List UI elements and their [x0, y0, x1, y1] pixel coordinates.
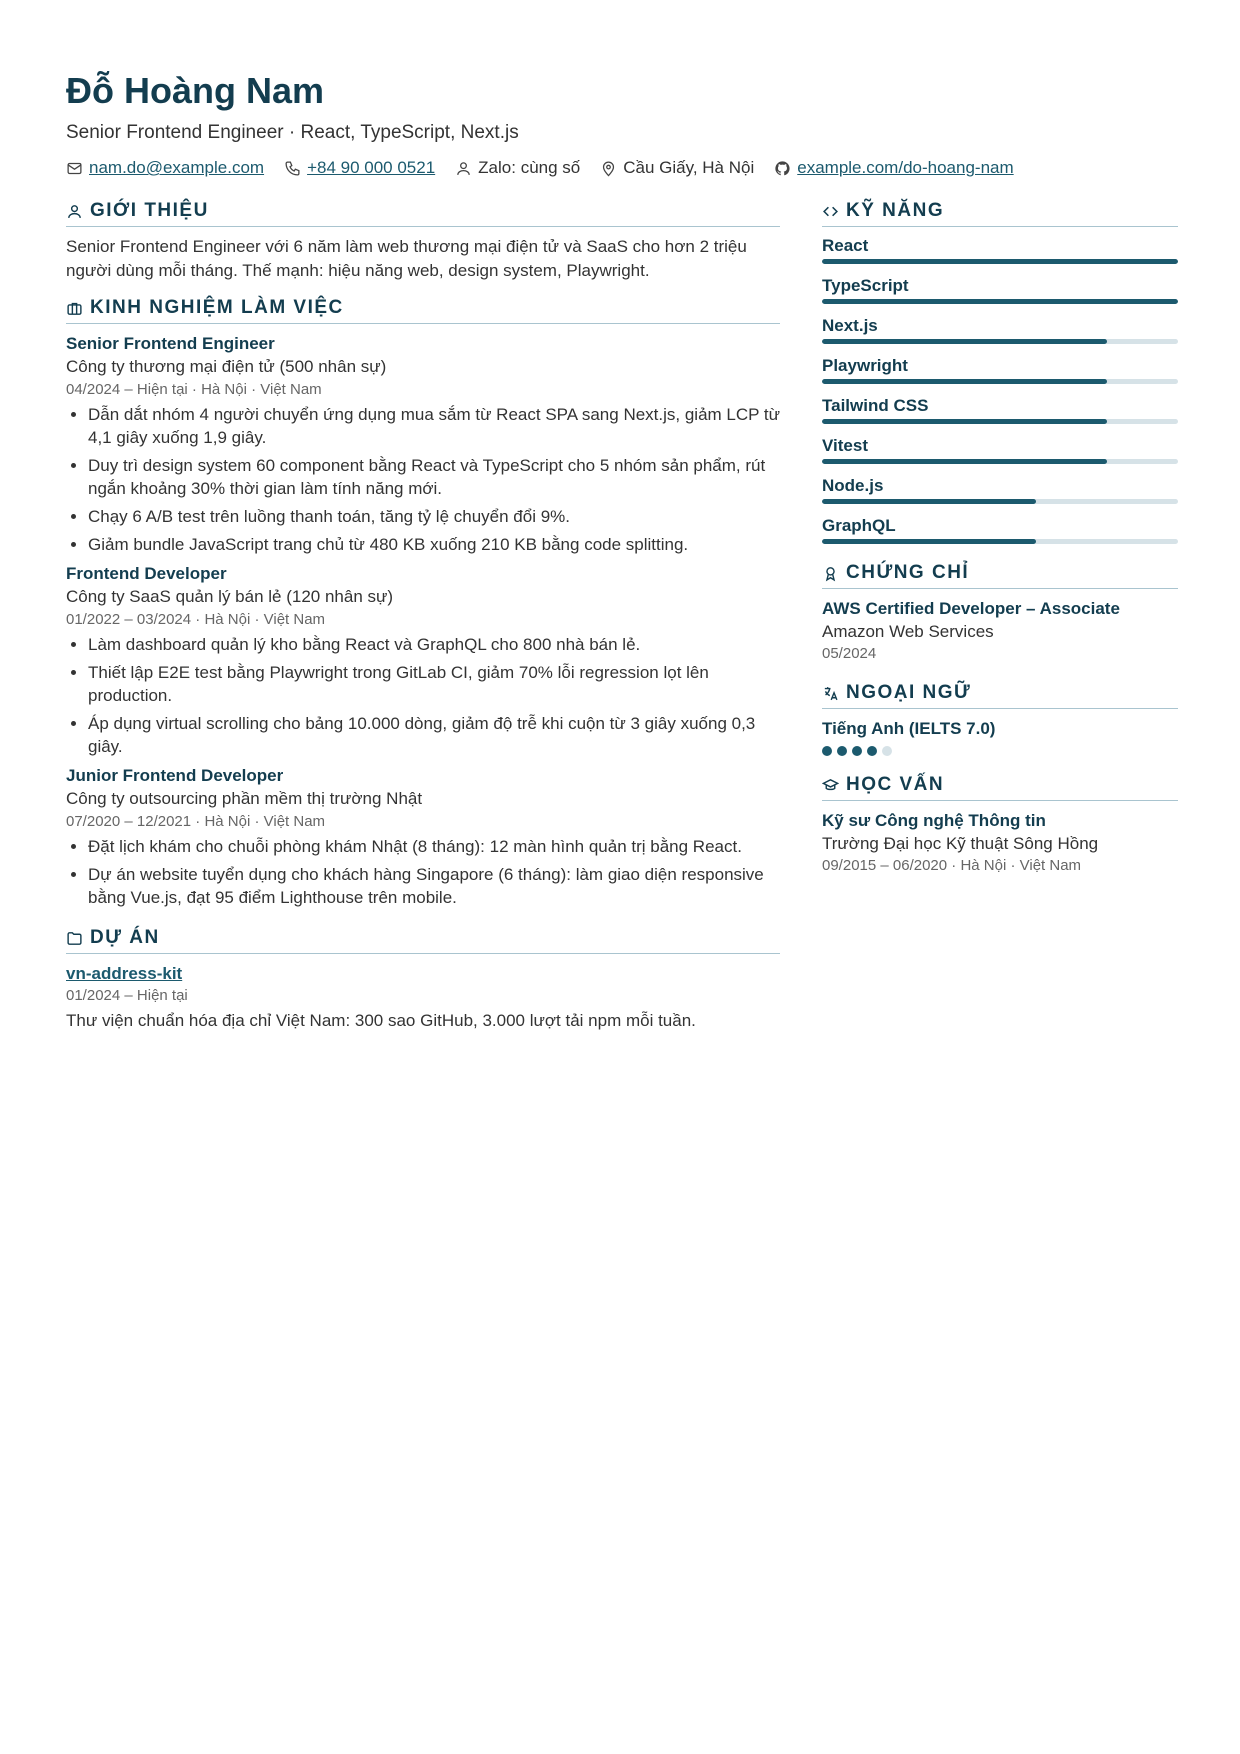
language-level-dot: [852, 746, 862, 756]
job-entry: [66, 562, 780, 758]
section-title: NGOẠI NGỮ: [846, 682, 972, 703]
section-header-intro: [66, 200, 780, 227]
github-icon: [774, 160, 791, 177]
intro-text: Senior Frontend Engineer với 6 năm làm web thương mại điện tử và SaaS cho hơn 2 triệu người dùng mỗi tháng. Thế mạnh: hiệu năng web, design system, Playwright.: [66, 237, 747, 280]
section-title: DỰ ÁN: [90, 927, 160, 948]
skill-level-bar: [822, 419, 1178, 424]
skill-item: [822, 475, 1178, 504]
email-link[interactable]: nam.do@example.com: [89, 158, 265, 177]
section-title: HỌC VẤN: [846, 774, 945, 795]
education-section: [822, 774, 1178, 876]
language-level-dot: [837, 746, 847, 756]
skill-level-bar: [822, 539, 1178, 544]
user-icon: [455, 160, 472, 177]
job-title: Junior Frontend Developer: [66, 766, 284, 785]
skill-item: [822, 515, 1178, 544]
job-bullet: • Áp dụng virtual scrolling cho bảng 10.000 dòng, giảm độ trễ khi cuộn từ 3 giây xuống 0,3 giây.: [88, 712, 780, 758]
mail-icon: [66, 160, 83, 177]
headline: Senior Frontend Engineer · React, TypeScript, Next.js: [66, 122, 519, 143]
section-title: KỸ NĂNG: [846, 200, 945, 221]
graduation-cap-icon: [822, 777, 839, 794]
section-title: KINH NGHIỆM LÀM VIỆC: [90, 297, 344, 318]
job-title: Senior Frontend Engineer: [66, 334, 275, 353]
user-icon: [66, 203, 83, 220]
zalo-text: Zalo: cùng số: [478, 158, 581, 177]
skill-level-bar: [822, 259, 1178, 264]
contact-zalo: [455, 158, 580, 178]
certificates-section: [822, 562, 1178, 664]
education-degree: Kỹ sư Công nghệ Thông tin: [822, 811, 1046, 830]
skill-item: [822, 355, 1178, 384]
skill-level-bar: [822, 339, 1178, 344]
skill-level-fill: [822, 419, 1107, 424]
skill-item: [822, 395, 1178, 424]
section-header-experience: [66, 297, 780, 324]
project-meta: 01/2024 – Hiện tại: [66, 987, 188, 1004]
job-meta: 07/2020 – 12/2021 · Hà Nội · Việt Nam: [66, 813, 326, 830]
skill-level-fill: [822, 539, 1036, 544]
skill-name: Next.js: [822, 316, 878, 335]
skill-name: React: [822, 236, 869, 255]
skill-item: [822, 275, 1178, 304]
section-title: CHỨNG CHỈ: [846, 562, 970, 583]
job-company: Công ty thương mại điện tử (500 nhân sự): [66, 357, 387, 376]
side-column: [822, 200, 1178, 894]
phone-link[interactable]: +84 90 000 0521: [307, 158, 436, 177]
section-header-projects: [66, 927, 780, 954]
main-column: [66, 200, 780, 1043]
skill-name: Vitest: [822, 436, 868, 455]
section-header-skills: [822, 200, 1178, 227]
job-entry: [66, 332, 780, 556]
education-meta: 09/2015 – 06/2020 · Hà Nội · Việt Nam: [822, 857, 1082, 874]
skill-item: [822, 435, 1178, 464]
language-level-dot: [882, 746, 892, 756]
skill-level-fill: [822, 379, 1107, 384]
skills-list: [822, 235, 1178, 544]
section-header-certificates: [822, 562, 1178, 589]
job-bullets: [66, 835, 780, 909]
job-bullet: • Dự án website tuyển dụng cho khách hàng Singapore (6 tháng): làm giao diện responsive bằng Vue.js, đạt 95 điểm Lighthouse trên mobile.: [88, 863, 780, 909]
phone-icon: [284, 160, 301, 177]
section-title: GIỚI THIỆU: [90, 200, 209, 221]
award-icon: [822, 565, 839, 582]
certificate-date: 05/2024: [822, 645, 877, 662]
skill-name: Node.js: [822, 476, 884, 495]
job-bullet: • Đặt lịch khám cho chuỗi phòng khám Nhật (8 tháng): 12 màn hình quản trị bằng React.: [88, 835, 780, 858]
job-meta: 04/2024 – Hiện tại · Hà Nội · Việt Nam: [66, 381, 322, 398]
skill-level-fill: [822, 459, 1107, 464]
section-header-languages: [822, 682, 1178, 709]
job-entry: [66, 764, 780, 909]
skill-level-bar: [822, 299, 1178, 304]
skill-level-fill: [822, 299, 1178, 304]
skill-name: GraphQL: [822, 516, 896, 535]
location-text: Cầu Giấy, Hà Nội: [623, 158, 755, 177]
job-bullet: • Dẫn dắt nhóm 4 người chuyển ứng dụng mua sắm từ React SPA sang Next.js, giảm LCP từ 4,1 giây xuống 1,9 giây.: [88, 403, 780, 449]
project-title-link[interactable]: vn-address-kit: [66, 964, 183, 983]
language-level-dots: [822, 746, 1178, 756]
job-bullets: [66, 403, 780, 556]
project-entry: [66, 962, 780, 1033]
skills-section: [822, 200, 1178, 544]
job-bullet: • Chạy 6 A/B test trên luồng thanh toán, tăng tỷ lệ chuyển đổi 9%.: [88, 505, 780, 528]
skill-item: [822, 235, 1178, 264]
job-company: Công ty SaaS quản lý bán lẻ (120 nhân sự): [66, 587, 394, 606]
candidate-name: Đỗ Hoàng Nam: [66, 70, 325, 111]
job-company: Công ty outsourcing phần mềm thị trường Nhật: [66, 789, 423, 808]
skill-level-fill: [822, 339, 1107, 344]
job-title: Frontend Developer: [66, 564, 227, 583]
job-meta: 01/2022 – 03/2024 · Hà Nội · Việt Nam: [66, 611, 326, 628]
folder-icon: [66, 930, 83, 947]
skill-name: TypeScript: [822, 276, 909, 295]
job-bullets: [66, 633, 780, 758]
language-level-dot: [867, 746, 877, 756]
contact-email: [66, 158, 264, 178]
certificate-issuer: Amazon Web Services: [822, 622, 994, 641]
contact-phone: [284, 158, 435, 178]
job-bullet: • Thiết lập E2E test bằng Playwright trong GitLab CI, giảm 70% lỗi regression lọt lên production.: [88, 661, 780, 707]
job-bullet: • Làm dashboard quản lý kho bằng React và GraphQL cho 800 nhà bán lẻ.: [88, 633, 780, 656]
translate-icon: [822, 685, 839, 702]
job-bullet: • Giảm bundle JavaScript trang chủ từ 480 KB xuống 210 KB bằng code splitting.: [88, 533, 780, 556]
resume-header: [66, 66, 1176, 178]
briefcase-icon: [66, 300, 83, 317]
job-bullet: • Duy trì design system 60 component bằng React và TypeScript cho 5 nhóm sản phẩm, rút ngắn khoảng 30% thời gian làm tính năng mới.: [88, 454, 780, 500]
skill-item: [822, 315, 1178, 344]
skill-level-fill: [822, 259, 1178, 264]
skill-name: Tailwind CSS: [822, 396, 929, 415]
language-name: Tiếng Anh (IELTS 7.0): [822, 719, 996, 738]
contact-location: [600, 158, 754, 178]
contact-row: [66, 158, 1176, 178]
skill-level-fill: [822, 499, 1036, 504]
contact-github: [774, 158, 1013, 178]
skill-name: Playwright: [822, 356, 908, 375]
code-icon: [822, 203, 839, 220]
project-description: Thư viện chuẩn hóa địa chỉ Việt Nam: 300 sao GitHub, 3.000 lượt tải npm mỗi tuần.: [66, 1011, 696, 1030]
education-school: Trường Đại học Kỹ thuật Sông Hồng: [822, 834, 1099, 853]
certificate-title: AWS Certified Developer – Associate: [822, 599, 1120, 618]
language-level-dot: [822, 746, 832, 756]
skill-level-bar: [822, 499, 1178, 504]
skill-level-bar: [822, 459, 1178, 464]
languages-section: [822, 682, 1178, 756]
map-pin-icon: [600, 160, 617, 177]
github-link[interactable]: example.com/do-hoang-nam: [797, 158, 1014, 177]
skill-level-bar: [822, 379, 1178, 384]
section-header-education: [822, 774, 1178, 801]
